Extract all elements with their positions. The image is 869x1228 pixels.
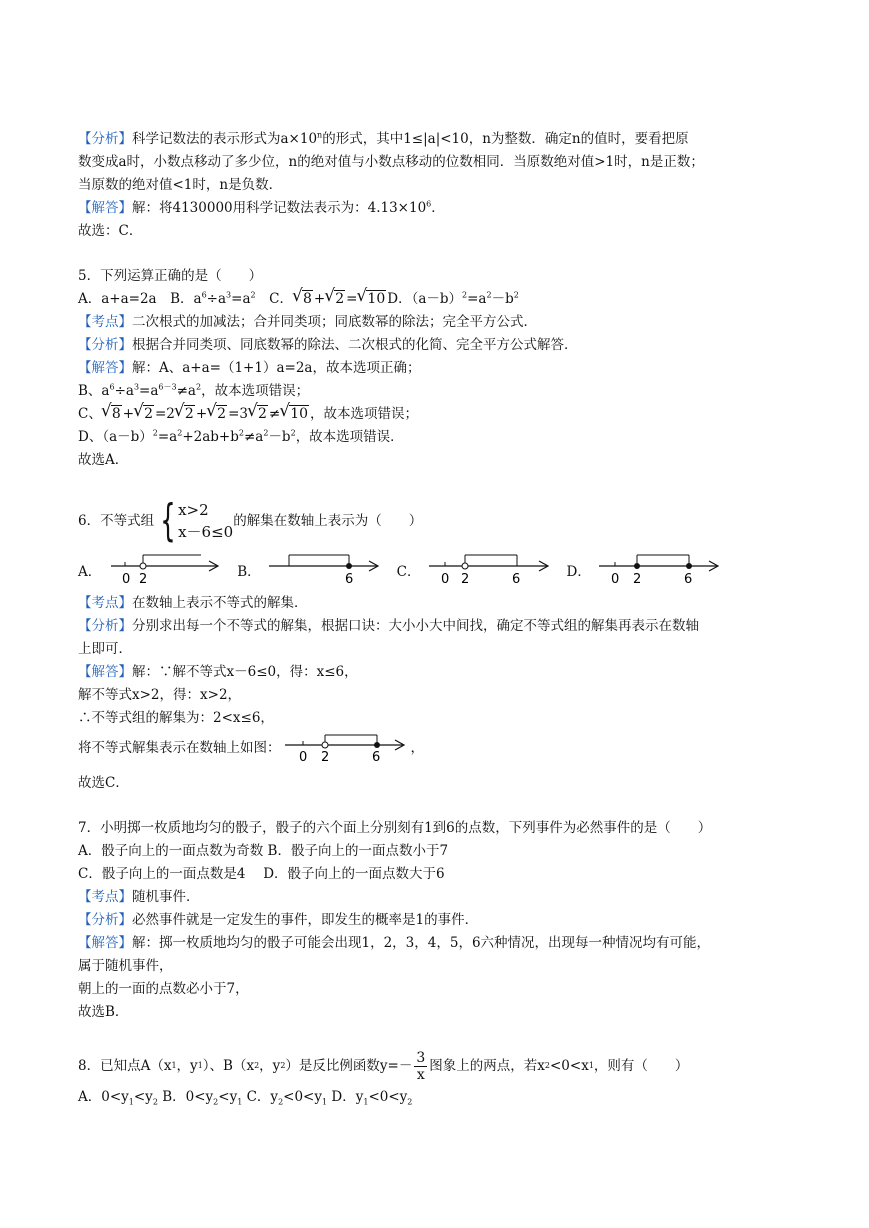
q6-option-d: D． 0 2 6 <box>567 550 725 590</box>
q5-point: 【考点】二次根式的加减法；合并同类项；同底数幂的除法；完全平方公式． <box>78 314 537 330</box>
q5-analysis: 【分析】根据合并同类项、同底数幂的除法、二次根式的化简、完全平方公式解答． <box>78 337 578 353</box>
svg-text:6: 6 <box>344 572 353 587</box>
q7-stem: 7．小明掷一枚质地均匀的骰子，骰子的六个面上分别刻有1到6的点数，下列事件为必然事件的是（ ） <box>78 820 712 836</box>
number-line-a <box>105 550 225 590</box>
q6-choice: 故选C． <box>78 775 129 791</box>
q4-analysis-line-2: 数变成a时，小数点移动了多少位，n的绝对值与小数点移动的位数相同．当原数绝对值>1时，n是正数； <box>78 154 704 170</box>
q6-option-a: A． 0 2 <box>78 550 225 590</box>
svg-text:0: 0 <box>610 572 620 587</box>
svg-text:2: 2 <box>320 750 329 765</box>
svg-text:2: 2 <box>139 572 148 587</box>
svg-text:0: 0 <box>298 750 307 765</box>
q5-answer-b: B、$a^6\div a^3=a^{6-3}\ne a^2$，故本选项错误； <box>78 382 310 399</box>
q8-stem: 8．已知点A（x 1 ，y 1 ）、B（x 2 ，y 2 ）是反比例函数y=－ $\frac{3}{x}$ 图象上的两点，若x 2 <0<x 1 ，则有（ ） <box>78 1049 689 1083</box>
number-line-d <box>595 550 725 590</box>
svg-text:2: 2 <box>632 572 642 587</box>
document-page <box>78 128 798 1109</box>
q6-answer-2: 解不等式x>2，得：x>2， <box>78 687 242 703</box>
number-line-c <box>425 550 555 590</box>
q4-answer-line: 【解答】解：将4130000用科学记数法表示为：$4.13\times 10^6$． <box>78 199 445 216</box>
svg-text:0: 0 <box>440 572 449 587</box>
q7-options-ab: A．骰子向上的一面点数为奇数 B．骰子向上的一面点数小于7 <box>78 843 449 859</box>
q6-answer-4: 将不等式解集表示在数轴上如图： 0 2 6 ， <box>78 730 798 766</box>
q4-analysis-line-3: 当原数的绝对值<1时，n是负数． <box>78 177 283 193</box>
q7-answer-3: 朝上的一面的点数必小于7， <box>78 981 249 997</box>
fraction-3-over-x: $\frac{3}{x}$ <box>416 1049 426 1083</box>
q5-options: A．a+a=2a B．$a^6\div a^3=a^2$ C．√ 8 +√ 2 =√ 10 D．$(a-b)^2=a^2-b^2$ <box>78 288 798 311</box>
q8-options: A．$0<y_1<y_2$ B．$0<y_2<y_1$ C．$y_2<0<y_1$ D．$y_1<0<y_2$ <box>78 1089 413 1107</box>
q7-answer-1: 【解答】解：掷一枚质地均匀的骰子可能会出现1，2，3，4，5，6六种情况，出现每一种情况均有可能， <box>78 935 711 951</box>
q6-options <box>78 548 798 592</box>
q4-choice: 故选：C． <box>78 223 143 239</box>
q5-choice: 故选A． <box>78 452 129 468</box>
svg-text:6: 6 <box>511 572 520 587</box>
q7-options-cd: C．骰子向上的一面点数是4 D．骰子向上的一面点数大于6 <box>78 866 445 882</box>
q5-answer-c: C、√ 8 +√ 2 =2√ 2 +√ 2 =3√ 2 ≠√ 10 ，故本选项错误； <box>78 403 798 426</box>
q5-answer-d: D、$(a-b)^2=a^2+2ab+b^2\ne a^2-b^2$，故本选项错误． <box>78 428 404 445</box>
svg-text:6: 6 <box>683 572 693 587</box>
q5-answer-a: 【解答】解：A、a+a=（1+1）a=2a，故本选项正确； <box>78 360 421 376</box>
inequality-system: { x>2 x－6≤0 <box>160 495 234 546</box>
q6-answer-1: 【解答】解：∵解不等式x－6≤0，得：x≤6， <box>78 664 358 680</box>
q6-answer-3: ∴不等式组的解集为：2<x≤6， <box>78 710 274 726</box>
q7-answer-2: 属于随机事件， <box>78 958 173 974</box>
q7-choice: 故选B． <box>78 1004 129 1020</box>
q4-analysis-line-1: 【分析】科学记数法的表示形式为$a\times 10^n$的形式，其中1≤|a|<10，n为整数．确定n的值时，要看把原 <box>78 130 689 147</box>
q6-analysis-1: 【分析】分别求出每一个不等式的解集，根据口诀：大小小大中间找，确定不等式组的解集再表示在数轴 <box>78 618 699 634</box>
q5-stem: 5．下列运算正确的是（ ） <box>78 268 263 284</box>
number-line-b <box>265 550 385 590</box>
number-line-solution <box>281 731 411 765</box>
q6-stem: 6．不等式组 { x>2 x－6≤0 的解集在数轴上表示为（ ） <box>78 495 423 546</box>
svg-text:2: 2 <box>460 572 469 587</box>
q7-point: 【考点】随机事件． <box>78 889 200 905</box>
svg-text:0: 0 <box>122 572 131 587</box>
q6-analysis-2: 上即可． <box>78 641 132 657</box>
q6-point: 【考点】在数轴上表示不等式的解集． <box>78 595 308 611</box>
q6-option-b: B． 6 <box>237 550 384 590</box>
q7-analysis: 【分析】必然事件就是一定发生的事件，即发生的概率是1的事件． <box>78 912 479 928</box>
q6-option-c: C． 0 2 6 <box>397 550 555 590</box>
svg-text:6: 6 <box>371 750 380 765</box>
